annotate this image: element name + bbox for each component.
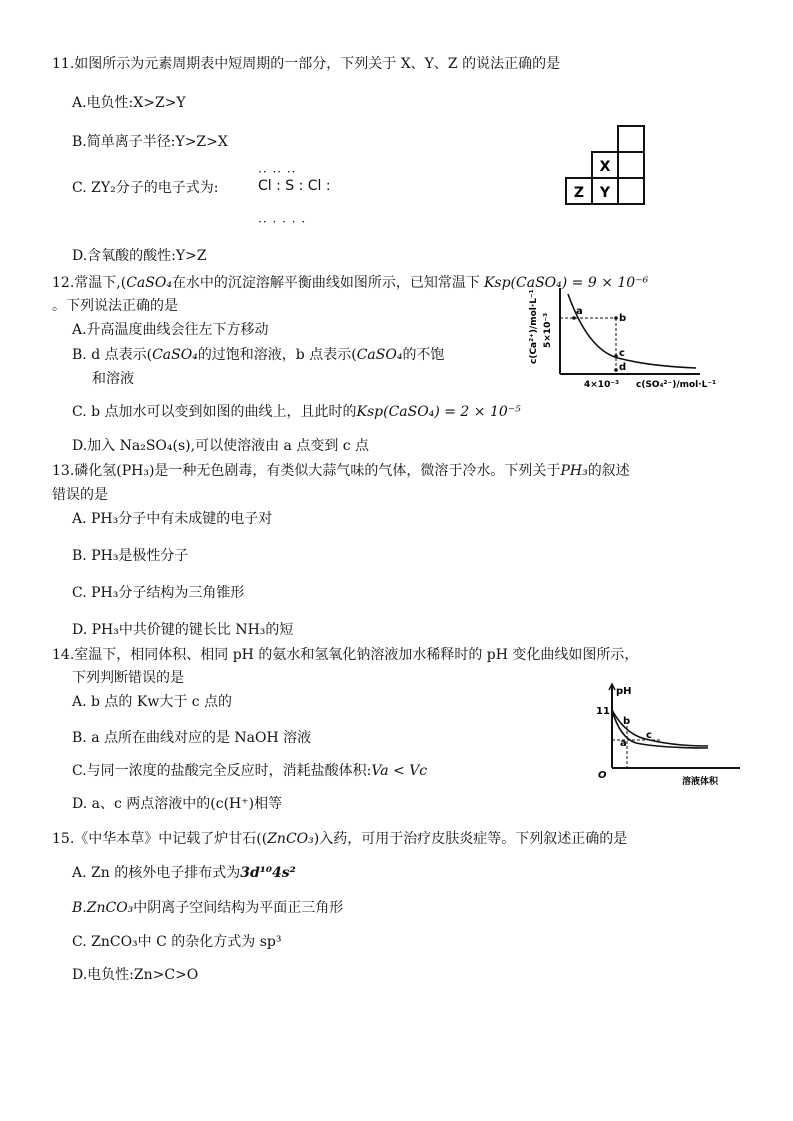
q12-xtick: 4×10⁻³ — [584, 380, 620, 390]
q12-option-b: B. d 点表示(CaSO₄的过饱和溶液，b 点表示(CaSO₄的不饱 — [72, 347, 445, 363]
q15-option-b: B.ZnCO₃中阴离子空间结构为平面正三角形 — [72, 900, 344, 916]
q13-option-a: A. PH₃分子中有未成键的电子对 — [72, 511, 273, 527]
q12-option-c: C. b 点加水可以变到如图的曲线上，且此时的Ksp(CaSO₄) = 2 × 10⁻⁵ — [72, 404, 521, 420]
q12-ytick: 5×10⁻³ — [543, 312, 553, 348]
q11-lewis-dots-bottom: ·· · · · · — [258, 215, 307, 229]
q13-stem-line1: 13.磷化氢(PH₃)是一种无色剧毒，有类似大蒜气味的气体，微溶于冷水。下列关于PH₃的叙述 — [52, 463, 630, 479]
q12-option-d: D.加入 Na₂SO₄(s),可以使溶液由 a 点变到 c 点 — [72, 438, 370, 454]
q15-option-c: C. ZnCO₃中 C 的杂化方式为 sp³ — [72, 934, 282, 950]
q14-ph-graph — [590, 680, 750, 788]
q14-xlabel: 溶液体积 — [682, 777, 719, 787]
q12-point-b: b — [619, 313, 627, 324]
q11-lewis-dots-top: ·· ·· ·· — [258, 165, 297, 179]
q12-option-a: A.升高温度曲线会往左下方移动 — [72, 322, 269, 338]
q14-option-a: A. b 点的 Kw大于 c 点的 — [72, 694, 233, 710]
cell-y: Y — [599, 185, 611, 201]
q13-option-c: C. PH₃分子结构为三角锥形 — [72, 585, 245, 601]
q12-ylabel: c(Ca²⁺)/mol·L⁻¹ — [529, 289, 539, 364]
q11-option-a: A.电负性:X>Z>Y — [72, 95, 186, 111]
q14-stem-line1: 14.室温下，相同体积、相同 pH 的氨水和氢氧化钠溶液加水稀释时的 pH 变化曲线如图所示， — [52, 647, 639, 663]
q14-origin: O — [598, 770, 607, 781]
q14-ytick: 11 — [596, 706, 610, 717]
q13-option-d: D. PH₃中共价键的键长比 NH₃的短 — [72, 622, 294, 638]
q12-point-a: a — [576, 306, 583, 317]
q15-option-d: D.电负性:Zn>C>O — [72, 967, 199, 983]
q15-stem: 15.《中华本草》中记载了炉甘石((ZnCO₃)入药，可用于治疗皮肤炎症等。下列叙述正确的是 — [52, 831, 628, 847]
q11-option-b: B.简单离子半径:Y>Z>X — [72, 134, 228, 150]
q11-option-c: C. ZY₂分子的电子式为: — [72, 180, 219, 196]
q14-point-b: b — [623, 716, 631, 727]
q14-ylabel: pH — [616, 686, 632, 697]
q14-option-d: D. a、c 两点溶液中的(c(H⁺)相等 — [72, 796, 283, 812]
q12-point-c: c — [619, 348, 625, 359]
q14-option-b: B. a 点所在曲线对应的是 NaOH 溶液 — [72, 730, 312, 746]
q12-point-d: d — [619, 362, 627, 373]
q11-lewis-formula: Cl : S : Cl : — [258, 178, 331, 194]
cell-x: X — [599, 159, 611, 175]
q15-option-a: A. Zn 的核外电子排布式为3d¹⁰4s² — [72, 865, 296, 881]
q12-stem-line2: 。下列说法正确的是 — [52, 298, 178, 314]
q11-stem: 11.如图所示为元素周期表中短周期的一部分，下列关于 X、Y、Z 的说法正确的是 — [52, 56, 561, 72]
q14-point-c: c — [646, 730, 652, 741]
q12-xlabel: c(SO₄²⁻)/mol·L⁻¹ — [636, 380, 717, 390]
q11-option-d: D.含氧酸的酸性:Y>Z — [72, 248, 207, 264]
q12-stem-line1: 12.常温下,(CaSO₄在水中的沉淀溶解平衡曲线如图所示，已知常温下 Ksp(CaSO₄) = 9 × 10⁻⁶ — [52, 275, 649, 291]
cell-z: Z — [573, 185, 585, 201]
q14-point-a: a — [620, 738, 627, 749]
periodic-table-fragment — [560, 124, 646, 206]
q13-option-b: B. PH₃是极性分子 — [72, 548, 189, 564]
q13-stem-line2: 错误的是 — [52, 487, 108, 503]
q14-option-c: C.与同一浓度的盐酸完全反应时，消耗盐酸体积:Va < Vc — [72, 763, 428, 779]
q14-stem-line2: 下列判断错误的是 — [72, 670, 184, 686]
q12-solubility-graph — [518, 286, 738, 394]
q12-option-b-cont: 和溶液 — [92, 371, 134, 387]
